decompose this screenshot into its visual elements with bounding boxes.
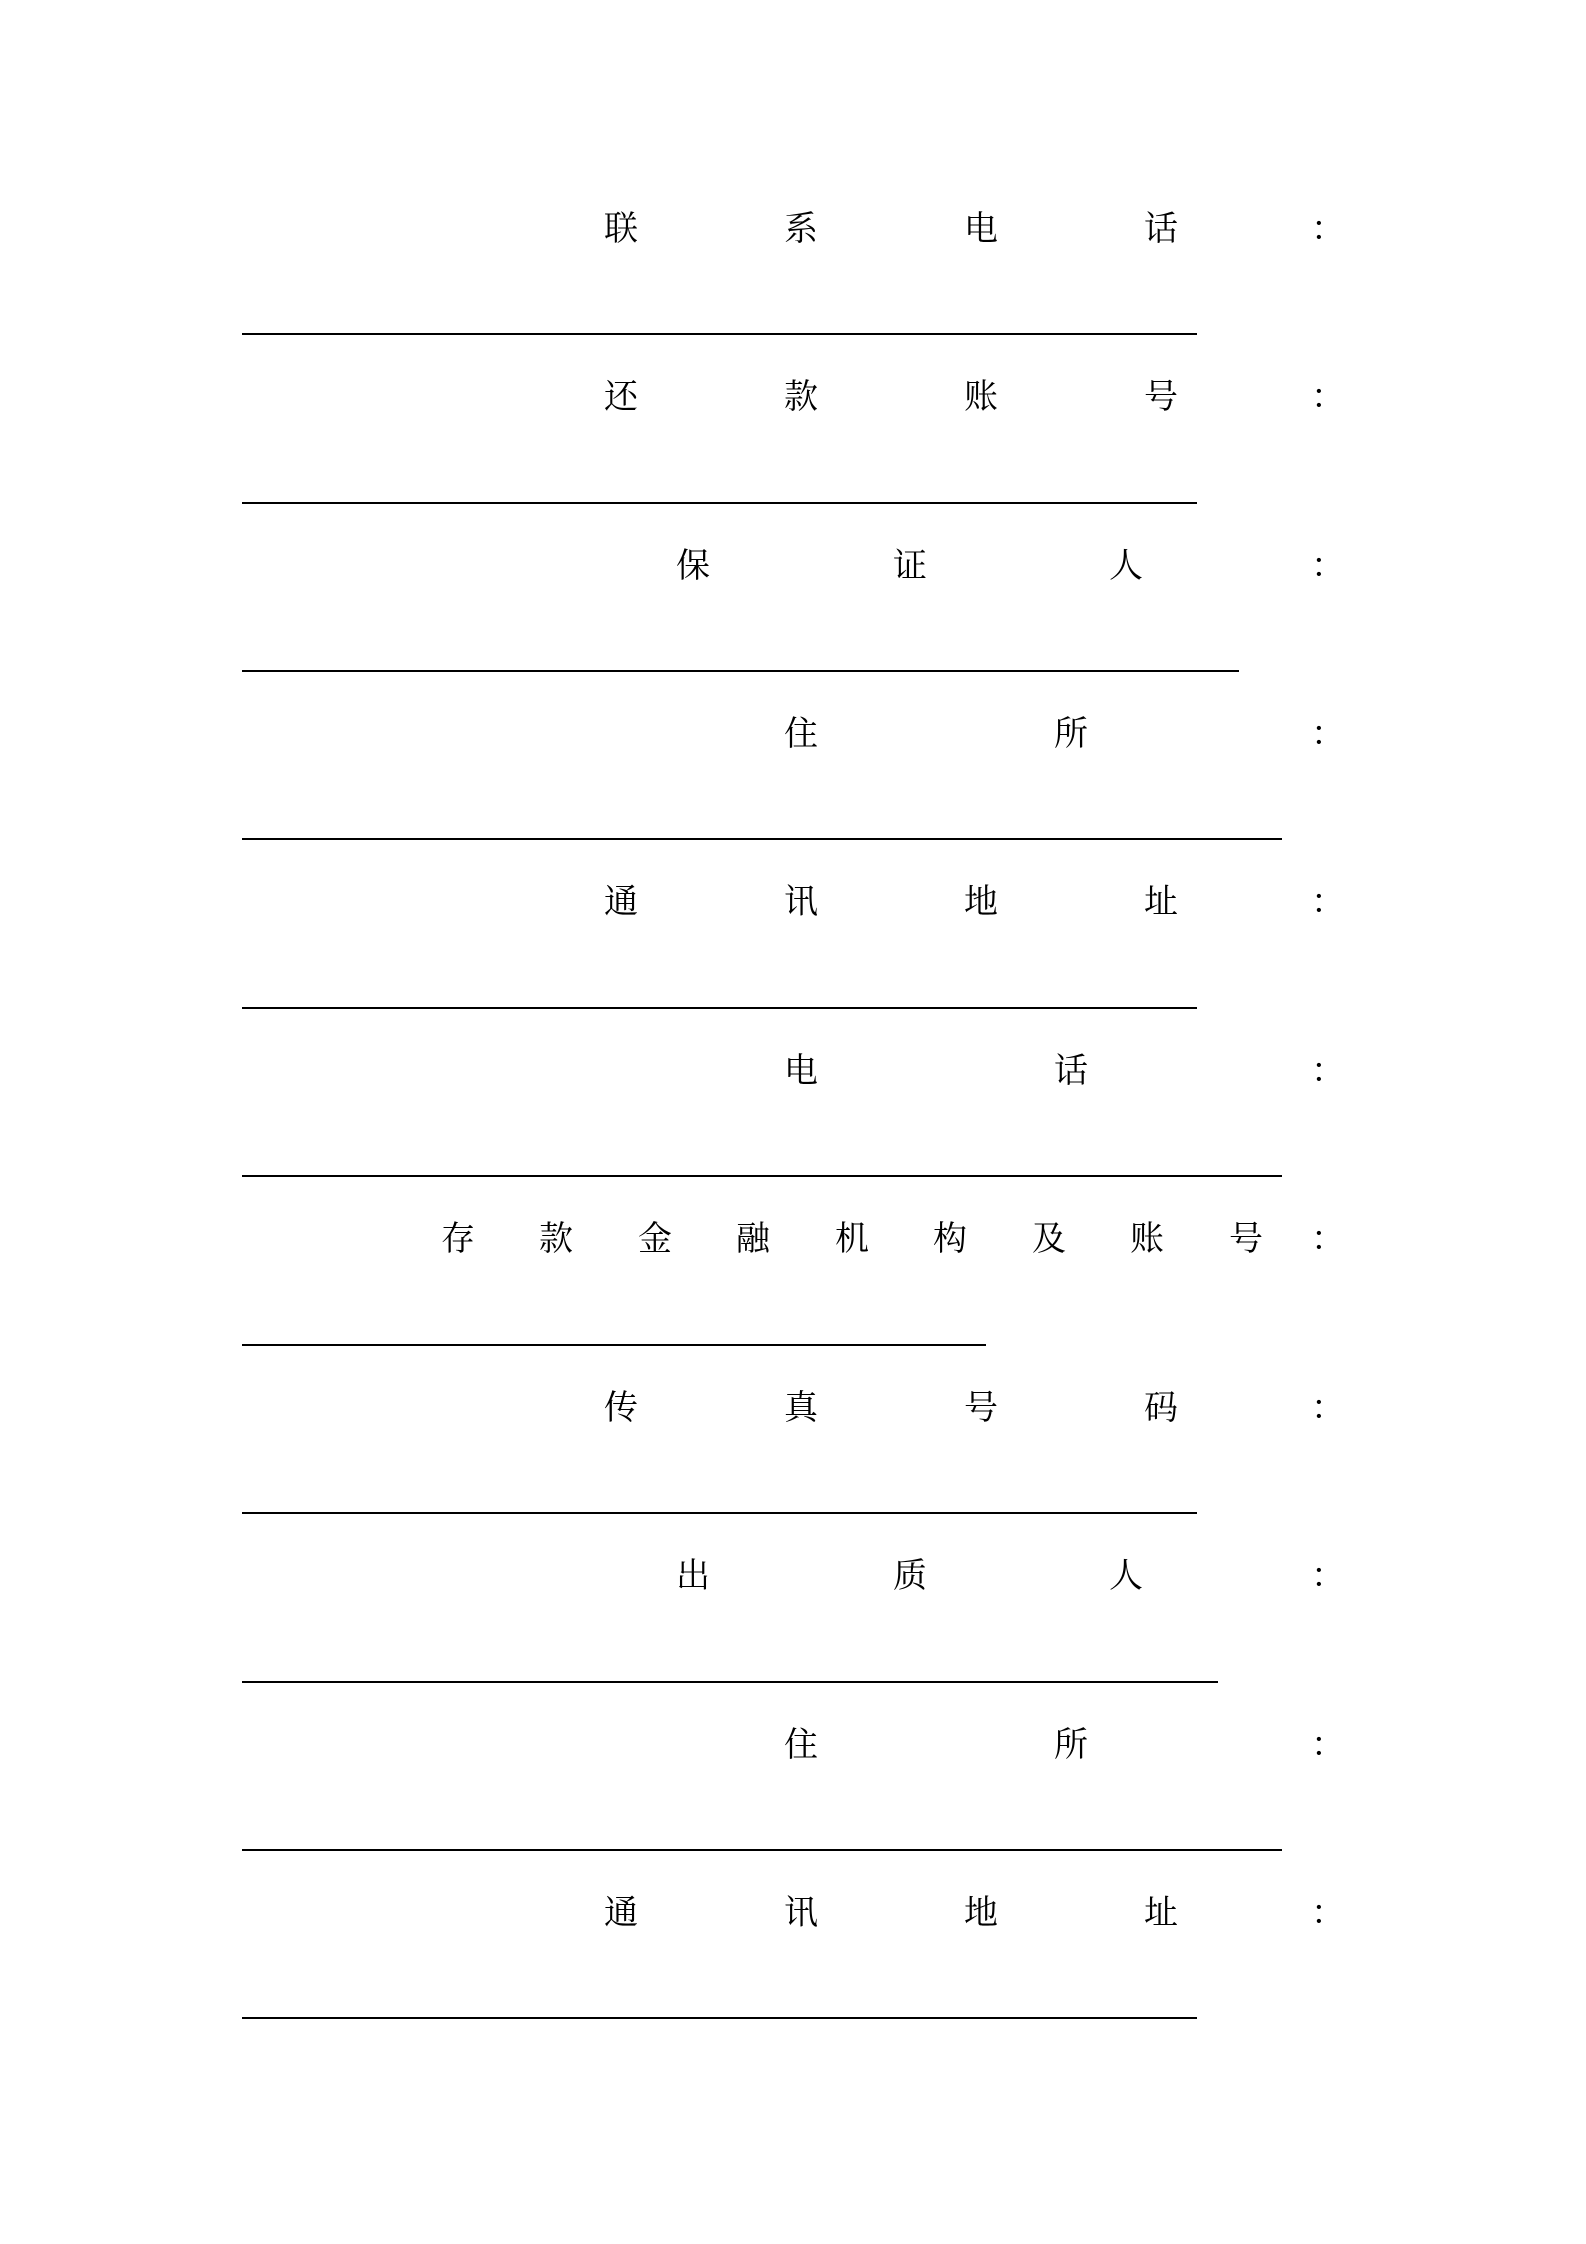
field-label-row (0, 1546, 1586, 1606)
label-char: 号 (1229, 1219, 1263, 1259)
label-colon: ： (1311, 546, 1345, 586)
label-char: 通 (604, 882, 638, 922)
field-label-row (0, 1209, 1586, 1269)
fill-in-blank-line[interactable] (242, 1849, 1282, 1851)
fill-in-blank-line[interactable] (242, 1344, 986, 1346)
label-char: 住 (784, 1725, 818, 1765)
fill-in-blank-line[interactable] (242, 1175, 1282, 1177)
fill-in-blank-line[interactable] (242, 502, 1197, 504)
field-label-row (0, 1378, 1586, 1438)
label-char: 电 (964, 209, 998, 249)
label-char: 还 (604, 377, 638, 417)
label-char: 账 (964, 377, 998, 417)
label-char: 证 (893, 546, 927, 586)
field-label-row (0, 199, 1586, 259)
label-char: 址 (1144, 882, 1178, 922)
label-char: 话 (1054, 1051, 1088, 1091)
label-char: 真 (784, 1388, 818, 1428)
label-char: 款 (784, 377, 818, 417)
label-colon: ： (1311, 1219, 1345, 1259)
label-char: 地 (964, 1893, 998, 1933)
label-char: 账 (1130, 1219, 1164, 1259)
label-char: 码 (1144, 1388, 1178, 1428)
label-char: 联 (604, 209, 638, 249)
label-char: 系 (784, 209, 818, 249)
field-label-row (0, 536, 1586, 596)
field-label-row (0, 1041, 1586, 1101)
fill-in-blank-line[interactable] (242, 1512, 1197, 1514)
label-char: 讯 (784, 1893, 818, 1933)
label-char: 机 (835, 1219, 869, 1259)
label-char: 话 (1144, 209, 1178, 249)
label-char: 构 (933, 1219, 967, 1259)
label-char: 号 (964, 1388, 998, 1428)
fill-in-blank-line[interactable] (242, 2017, 1197, 2019)
label-char: 地 (964, 882, 998, 922)
fill-in-blank-line[interactable] (242, 670, 1239, 672)
label-char: 保 (676, 546, 710, 586)
label-char: 融 (736, 1219, 770, 1259)
field-label-row (0, 1715, 1586, 1775)
label-char: 通 (604, 1893, 638, 1933)
label-char: 号 (1144, 377, 1178, 417)
label-char: 址 (1144, 1893, 1178, 1933)
label-colon: ： (1311, 882, 1345, 922)
label-char: 所 (1054, 1725, 1088, 1765)
field-label-row (0, 367, 1586, 427)
label-char: 讯 (784, 882, 818, 922)
label-colon: ： (1311, 1725, 1345, 1765)
fill-in-blank-line[interactable] (242, 1681, 1218, 1683)
label-char: 电 (784, 1051, 818, 1091)
field-label-row (0, 704, 1586, 764)
label-colon: ： (1311, 209, 1345, 249)
label-char: 质 (893, 1556, 927, 1596)
fill-in-blank-line[interactable] (242, 1007, 1197, 1009)
label-char: 人 (1109, 1556, 1143, 1596)
label-colon: ： (1311, 1556, 1345, 1596)
fill-in-blank-line[interactable] (242, 333, 1197, 335)
label-char: 及 (1032, 1219, 1066, 1259)
label-char: 出 (676, 1556, 710, 1596)
label-char: 款 (539, 1219, 573, 1259)
fill-in-blank-line[interactable] (242, 838, 1282, 840)
label-char: 住 (784, 714, 818, 754)
field-label-row (0, 872, 1586, 932)
label-colon: ： (1311, 1893, 1345, 1933)
label-char: 存 (441, 1219, 475, 1259)
label-char: 所 (1054, 714, 1088, 754)
label-char: 传 (604, 1388, 638, 1428)
label-char: 金 (638, 1219, 672, 1259)
label-colon: ： (1311, 714, 1345, 754)
label-colon: ： (1311, 1388, 1345, 1428)
label-char: 人 (1109, 546, 1143, 586)
label-colon: ： (1311, 377, 1345, 417)
label-colon: ： (1311, 1051, 1345, 1091)
field-label-row (0, 1883, 1586, 1943)
